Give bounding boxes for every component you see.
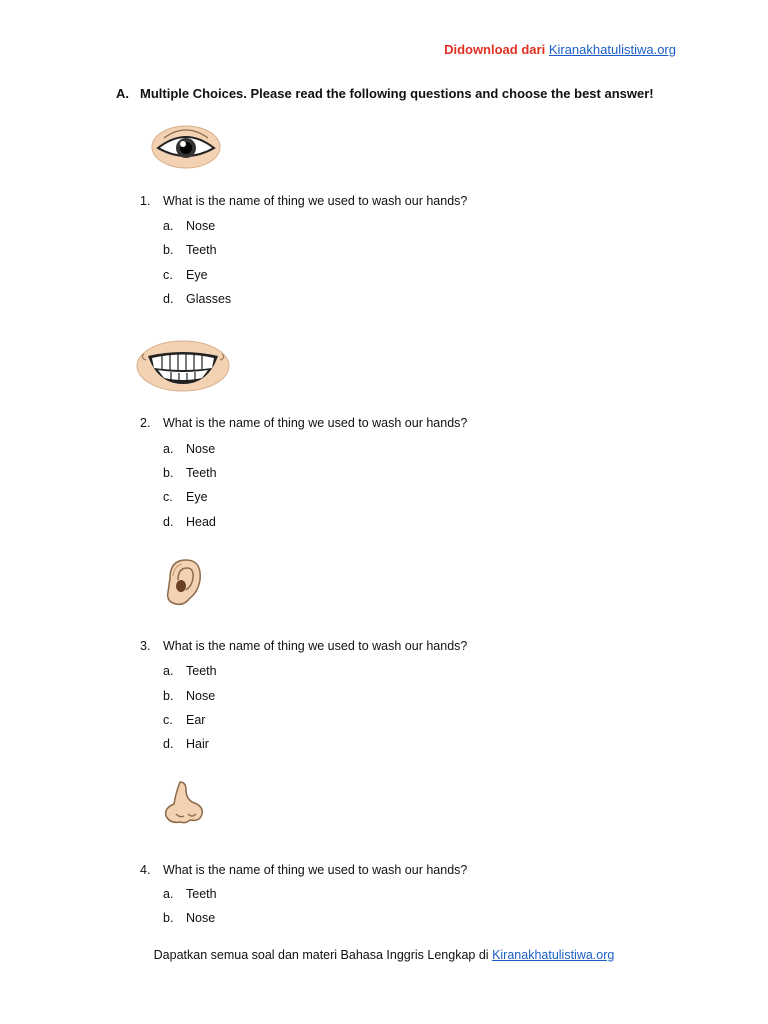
- option-text: Head: [186, 515, 216, 529]
- option-letter: c.: [163, 713, 173, 727]
- option-text: Eye: [186, 268, 208, 282]
- question-text: What is the name of thing we used to wash our hands?: [163, 416, 468, 430]
- option-letter: a.: [163, 442, 174, 456]
- option-text: Nose: [186, 911, 216, 925]
- option-letter: c.: [163, 490, 173, 504]
- section-letter: A.: [116, 86, 129, 101]
- option-letter: d.: [163, 737, 174, 751]
- option-letter: c.: [163, 268, 173, 282]
- q1-option-c[interactable]: [163, 268, 208, 282]
- section-heading: [116, 86, 654, 101]
- q3-option-a[interactable]: [163, 664, 217, 678]
- footer-text: Dapatkan semua soal dan materi Bahasa Inggris Lengkap di: [153, 948, 489, 962]
- option-text: Nose: [186, 689, 216, 703]
- q3-option-c[interactable]: [163, 713, 205, 727]
- question-3: [140, 639, 467, 653]
- q3-option-b[interactable]: [163, 689, 215, 703]
- option-letter: b.: [163, 243, 174, 257]
- option-text: Eye: [186, 490, 208, 504]
- header-site-link[interactable]: Kiranakhatulistiwa.org: [548, 42, 676, 57]
- page-footer: [0, 948, 768, 962]
- q4-option-b[interactable]: [163, 911, 215, 925]
- footer-site-link[interactable]: Kiranakhatulistiwa.org: [492, 948, 615, 962]
- q1-option-a[interactable]: [163, 219, 215, 233]
- option-text: Glasses: [186, 292, 232, 306]
- option-text: Teeth: [186, 243, 217, 257]
- option-text: Teeth: [186, 466, 217, 480]
- nose-picture: [162, 780, 208, 826]
- q2-option-c[interactable]: [163, 490, 208, 504]
- ear-picture: [160, 558, 204, 608]
- option-letter: b.: [163, 466, 174, 480]
- option-text: Teeth: [186, 887, 217, 901]
- q1-option-b[interactable]: [163, 243, 217, 257]
- q2-option-a[interactable]: [163, 442, 215, 456]
- q2-option-d[interactable]: [163, 515, 216, 529]
- option-letter: a.: [163, 887, 174, 901]
- download-source-header: [444, 42, 676, 57]
- question-text: What is the name of thing we used to wash our hands?: [163, 863, 468, 877]
- option-text: Nose: [186, 442, 216, 456]
- option-text: Teeth: [186, 664, 217, 678]
- option-letter: b.: [163, 911, 174, 925]
- question-number: 1.: [140, 194, 151, 208]
- option-text: Hair: [186, 737, 209, 751]
- question-number: 3.: [140, 639, 151, 653]
- q2-option-b[interactable]: [163, 466, 217, 480]
- option-letter: a.: [163, 664, 174, 678]
- question-1: [140, 194, 467, 208]
- teeth-picture: [136, 340, 230, 392]
- question-number: 4.: [140, 863, 151, 877]
- option-letter: b.: [163, 689, 174, 703]
- eye-picture: [150, 124, 222, 170]
- question-4: [140, 863, 467, 877]
- section-instruction: Multiple Choices. Please read the following questions and choose the best answer!: [140, 86, 654, 101]
- option-letter: d.: [163, 292, 174, 306]
- option-letter: a.: [163, 219, 174, 233]
- option-text: Nose: [186, 219, 216, 233]
- option-text: Ear: [186, 713, 206, 727]
- q1-option-d[interactable]: [163, 292, 231, 306]
- question-number: 2.: [140, 416, 151, 430]
- q3-option-d[interactable]: [163, 737, 209, 751]
- question-2: [140, 416, 467, 430]
- q4-option-a[interactable]: [163, 887, 217, 901]
- download-label: Didownload dari: [444, 42, 546, 57]
- question-text: What is the name of thing we used to wash our hands?: [163, 194, 468, 208]
- option-letter: d.: [163, 515, 174, 529]
- question-text: What is the name of thing we used to wash our hands?: [163, 639, 468, 653]
